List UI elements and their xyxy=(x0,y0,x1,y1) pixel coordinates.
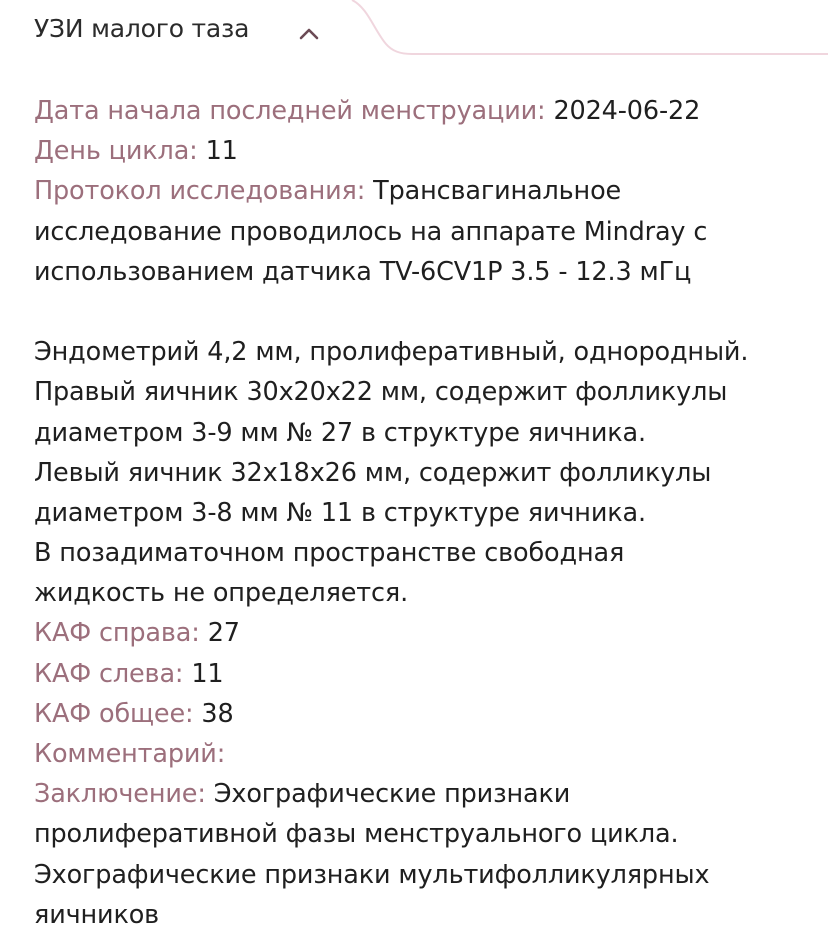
afc-total-value: 38 xyxy=(201,698,234,729)
conclusion-row xyxy=(34,774,820,814)
findings-line: диаметром 3-8 мм № 11 в структуре яичника. xyxy=(34,497,646,528)
findings-line: Левый яичник 32х18х26 мм, содержит фолликулы xyxy=(34,457,712,488)
findings-line: Эндометрий 4,2 мм, пролиферативный, однородный. xyxy=(34,337,749,368)
lmp-value: 2024-06-22 xyxy=(553,96,701,126)
conclusion-text-line: яичников xyxy=(34,899,160,930)
chevron-up-icon[interactable] xyxy=(297,26,321,42)
ultrasound-report xyxy=(34,91,820,935)
afc-right-value: 27 xyxy=(207,618,240,649)
afc-left-row xyxy=(34,654,820,694)
afc-right-row xyxy=(34,613,820,653)
protocol-row xyxy=(34,171,820,211)
findings-line: диаметром 3-9 мм № 27 в структуре яичника. xyxy=(34,417,646,448)
comment-row xyxy=(34,734,820,774)
section-title: УЗИ малого таза xyxy=(34,14,250,43)
protocol-text-line: Трансвагинальное xyxy=(373,176,622,207)
conclusion-text-line: Эхографические признаки мультифолликулярных xyxy=(34,859,710,890)
protocol-text-line: исследование проводилось на аппарате Mindray с xyxy=(34,216,708,247)
conclusion-text-line: пролиферативной фазы менструального цикла. xyxy=(34,819,679,850)
afc-right-label: КАФ справа: xyxy=(34,618,200,649)
protocol-label: Протокол исследования: xyxy=(34,176,366,207)
cycle-day-value: 11 xyxy=(205,136,238,167)
conclusion-text-line: Эхографические признаки xyxy=(213,779,571,810)
afc-total-row xyxy=(34,694,820,734)
section-header[interactable] xyxy=(0,0,828,60)
findings-line: Правый яичник 30х20х22 мм, содержит фолликулы xyxy=(34,377,728,408)
afc-left-value: 11 xyxy=(191,658,224,689)
findings-line: В позадиматочном пространстве свободная xyxy=(34,538,625,569)
spacer xyxy=(34,292,820,332)
afc-total-label: КАФ общее: xyxy=(34,698,194,729)
afc-left-label: КАФ слева: xyxy=(34,658,184,689)
comment-label: Комментарий: xyxy=(34,739,226,769)
cycle-day-label: День цикла: xyxy=(34,136,198,167)
lmp-label: Дата начала последней менструации: xyxy=(34,96,546,126)
findings-line: жидкость не определяется. xyxy=(34,578,409,609)
cycle-day-row xyxy=(34,131,820,171)
protocol-text-line: использованием датчика TV-6CV1P 3.5 - 12.3 мГц xyxy=(34,256,692,287)
conclusion-label: Заключение: xyxy=(34,779,206,810)
lmp-row xyxy=(34,91,820,131)
